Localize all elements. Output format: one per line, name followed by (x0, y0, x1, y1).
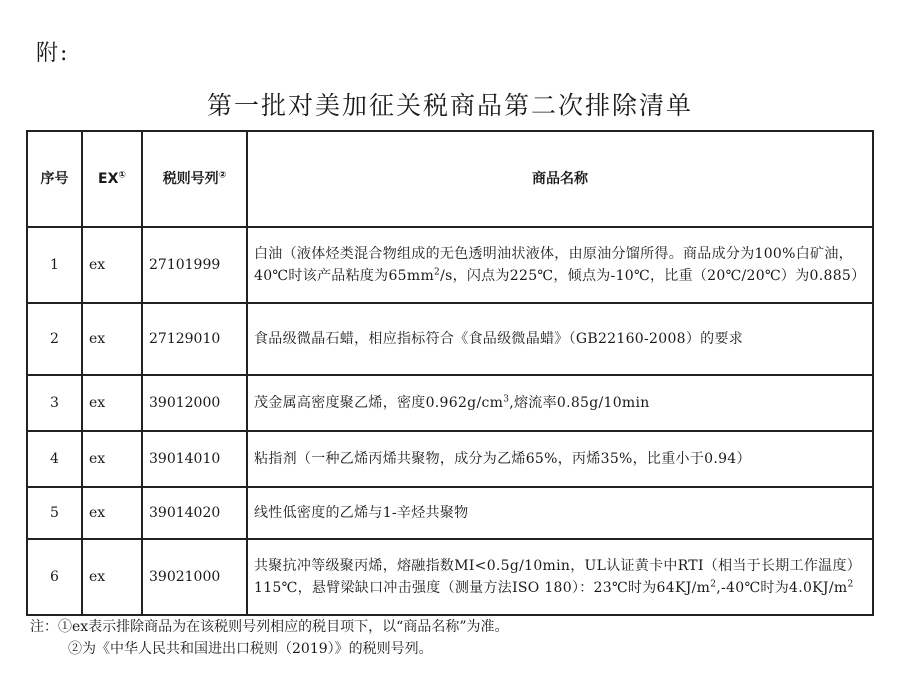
footnote-1: 注：①ex表示排除商品为在该税则号列相应的税目项下，以“商品名称”为准。 (30, 619, 509, 635)
footnote-2: ②为《中华人民共和国进出口税则（2019）》的税则号列。 (68, 641, 433, 657)
cell-code: 39021000 (142, 539, 247, 615)
header-ex-text: EX (98, 171, 119, 187)
cell-no: 6 (27, 539, 82, 615)
cell-ex: ex (82, 303, 142, 375)
header-no: 序号 (27, 131, 82, 227)
name-text: ,熔流率0.85g/10min (509, 395, 650, 411)
superscript: 2 (847, 579, 854, 590)
cell-ex: ex (82, 375, 142, 431)
cell-product-name (247, 227, 873, 303)
page-title: 第一批对美加征关税商品第二次排除清单 (206, 91, 693, 120)
header-ex (82, 131, 142, 227)
cell-no: 4 (27, 431, 82, 487)
cell-code: 39014020 (142, 487, 247, 539)
header-code-text: 税则号列 (162, 171, 219, 187)
header-code-footnote-mark: ② (218, 170, 227, 181)
superscript: 2 (434, 267, 441, 278)
cell-product-name (247, 539, 873, 615)
cell-product-name: 食品级微晶石蜡，相应指标符合《食品级微晶蜡》（GB22160-2008）的要求 (247, 303, 873, 375)
superscript: 2 (710, 579, 717, 590)
cell-ex: ex (82, 431, 142, 487)
table-row (27, 375, 873, 431)
cell-ex: ex (82, 487, 142, 539)
cell-no: 3 (27, 375, 82, 431)
table-row (27, 539, 873, 615)
header-product-name: 商品名称 (247, 131, 873, 227)
name-text: 共聚抗冲等级聚丙烯，熔融指数MI<0.5g/10min，UL认证黄卡中RTI（相当于长期工作温度）115℃，悬臂梁缺口冲击强度（测量方法ISO 180）：23℃时为64KJ/m (254, 558, 862, 596)
header-ex-footnote-mark: ① (118, 170, 126, 181)
table-header-row (27, 131, 873, 227)
cell-code: 27101999 (142, 227, 247, 303)
exclusion-list-table (26, 130, 874, 616)
name-text: /s，闪点为225℃，倾点为-10℃，比重（20℃/20℃）为0.885） (440, 268, 866, 284)
cell-no: 5 (27, 487, 82, 539)
cell-no: 2 (27, 303, 82, 375)
table-row (27, 487, 873, 539)
name-text: ,-40℃时为4.0KJ/m (716, 580, 848, 596)
cell-no: 1 (27, 227, 82, 303)
name-text: 茂金属高密度聚乙烯，密度0.962g/cm (254, 395, 504, 411)
cell-ex: ex (82, 227, 142, 303)
table-row (27, 303, 873, 375)
cell-ex: ex (82, 539, 142, 615)
table-row (27, 227, 873, 303)
cell-code: 27129010 (142, 303, 247, 375)
attachment-label: 附: (36, 41, 70, 66)
header-tariff-code (142, 131, 247, 227)
footnotes (30, 616, 509, 660)
cell-code: 39012000 (142, 375, 247, 431)
cell-product-name (247, 375, 873, 431)
name-text: 白油（液体烃类混合物组成的无色透明油状液体，由原油分馏所得。商品成分为100%白矿油，40℃时该产品粘度为65mm (254, 246, 853, 284)
cell-product-name: 线性低密度的乙烯与1-辛烃共聚物 (247, 487, 873, 539)
table-row (27, 431, 873, 487)
superscript: 3 (503, 394, 510, 405)
cell-product-name: 粘指剂（一种乙烯丙烯共聚物，成分为乙烯65%，丙烯35%，比重小于0.94） (247, 431, 873, 487)
cell-code: 39014010 (142, 431, 247, 487)
